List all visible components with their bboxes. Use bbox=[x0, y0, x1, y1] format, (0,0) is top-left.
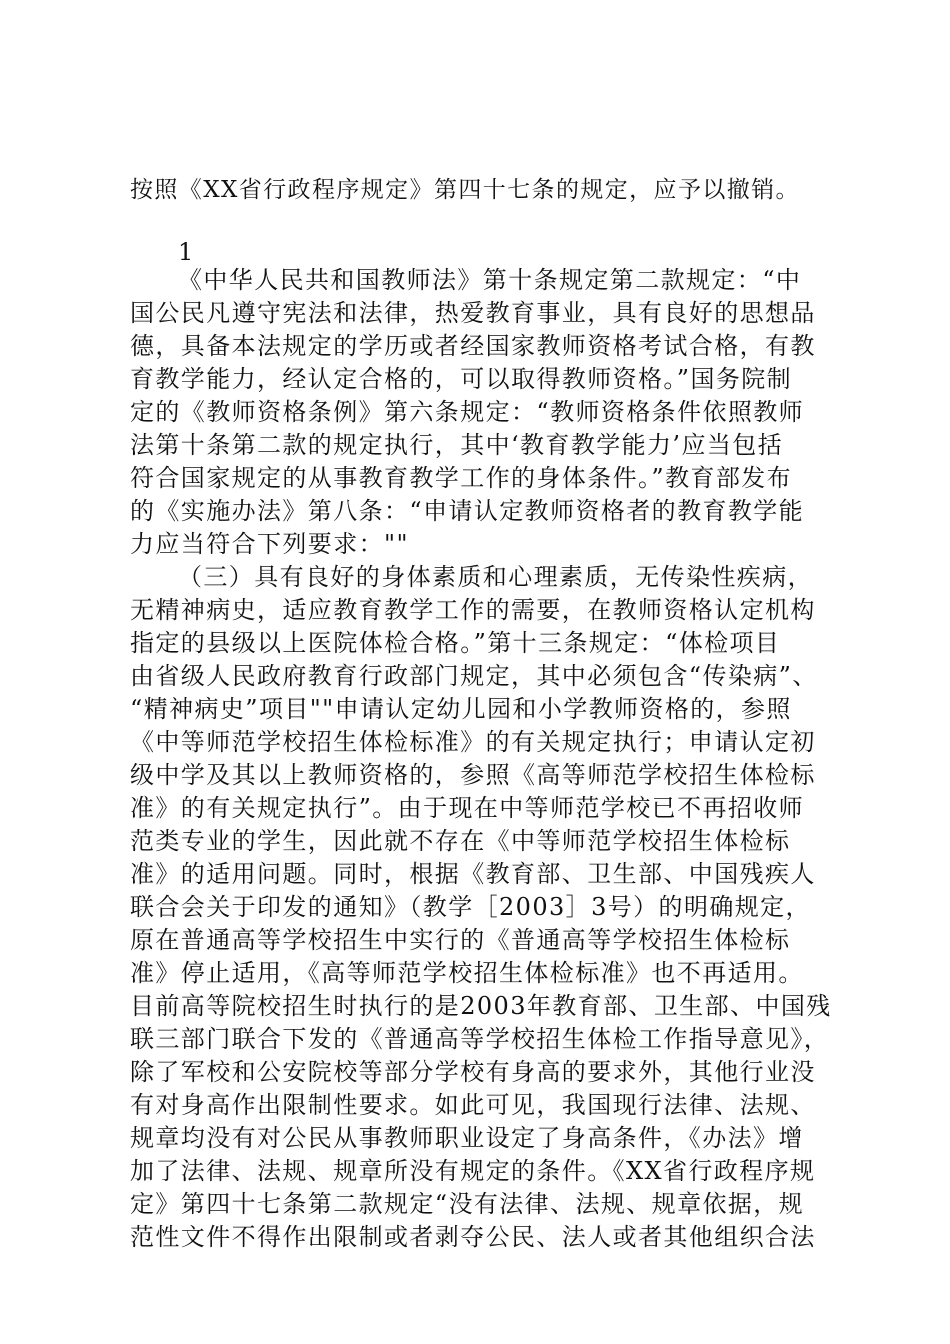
paragraph-line: 范类专业的学生，因此就不存在《中等师范学校招生体检标 bbox=[130, 827, 791, 855]
paragraph-line: 原在普通高等学校招生中实行的《普通高等学校招生体检标 bbox=[130, 926, 791, 954]
paragraph-line: 国公民凡遵守宪法和法律，热爱教育事业，具有良好的思想品 bbox=[130, 299, 816, 327]
paragraph-line: 由省级人民政府教育行政部门规定，其中必须包含“传染病”、 bbox=[130, 662, 818, 690]
paragraph-line: 育教学能力，经认定合格的，可以取得教师资格。”国务院制 bbox=[130, 365, 793, 393]
paragraph-line: （三）具有良好的身体素质和心理素质，无传染性疾病， bbox=[178, 563, 813, 591]
page-number: 1 bbox=[178, 238, 194, 266]
paragraph-line: 加了法律、法规、规章所没有规定的条件。《XX省行政程序规 bbox=[130, 1157, 816, 1185]
paragraph-line: 级中学及其以上教师资格的，参照《高等师范学校招生体检标 bbox=[130, 761, 816, 789]
paragraph-line: 法第十条第二款的规定执行，其中‘教育教学能力’应当包括 bbox=[130, 431, 784, 459]
paragraph-line: 德，具备本法规定的学历或者经国家教师资格考试合格，有教 bbox=[130, 332, 816, 360]
paragraph-line: 《中等师范学校招生体检标准》的有关规定执行；申请认定初 bbox=[130, 728, 816, 756]
paragraph-line: 力应当符合下列要求："" bbox=[130, 530, 409, 558]
paragraph-line: 符合国家规定的从事教育教学工作的身体条件。”教育部发布 bbox=[130, 464, 793, 492]
paragraph-line: 准》停止适用，《高等师范学校招生体检标准》也不再适用。 bbox=[130, 959, 804, 987]
top-text-line: 按照《XX省行政程序规定》第四十七条的规定，应予以撤销。 bbox=[130, 177, 800, 203]
paragraph-line: 有对身高作出限制性要求。如此可见，我国现行法律、法规、 bbox=[130, 1091, 816, 1119]
paragraph-line: 《中华人民共和国教师法》第十条规定第二款规定：“中 bbox=[178, 266, 802, 294]
paragraph-line: 范性文件不得作出限制或者剥夺公民、法人或者其他组织合法 bbox=[130, 1223, 816, 1251]
paragraph-line: “精神病史”项目""申请认定幼儿园和小学教师资格的，参照 bbox=[130, 695, 792, 723]
paragraph-line: 除了军校和公安院校等部分学校有身高的要求外，其他行业没 bbox=[130, 1058, 816, 1086]
paragraph-line: 无精神病史，适应教育教学工作的需要，在教师资格认定机构 bbox=[130, 596, 816, 624]
paragraph-line: 指定的县级以上医院体检合格。”第十三条规定：“体检项目 bbox=[130, 629, 781, 657]
paragraph-line: 准》的适用问题。同时，根据《教育部、卫生部、中国残疾人 bbox=[130, 860, 816, 888]
paragraph-line: 联合会关于印发的通知》（教学［2003］3号）的明确规定， bbox=[130, 893, 811, 921]
paragraph-line: 的《实施办法》第八条：“申请认定教师资格者的教育教学能 bbox=[130, 497, 805, 525]
paragraph-line: 目前高等院校招生时执行的是2003年教育部、卫生部、中国残 bbox=[130, 992, 832, 1020]
paragraph-line: 准》的有关规定执行”。由于现在中等师范学校已不再招收师 bbox=[130, 794, 805, 822]
paragraph-line: 定》第四十七条第二款规定“没有法律、法规、规章依据，规 bbox=[130, 1190, 805, 1218]
paragraph-line: 定的《教师资格条例》第六条规定：“教师资格条件依照教师 bbox=[130, 398, 805, 426]
paragraph-line: 联三部门联合下发的《普通高等学校招生体检工作指导意见》， bbox=[130, 1025, 830, 1053]
paragraph-line: 规章均没有对公民从事教师职业设定了身高条件，《办法》增 bbox=[130, 1124, 804, 1152]
